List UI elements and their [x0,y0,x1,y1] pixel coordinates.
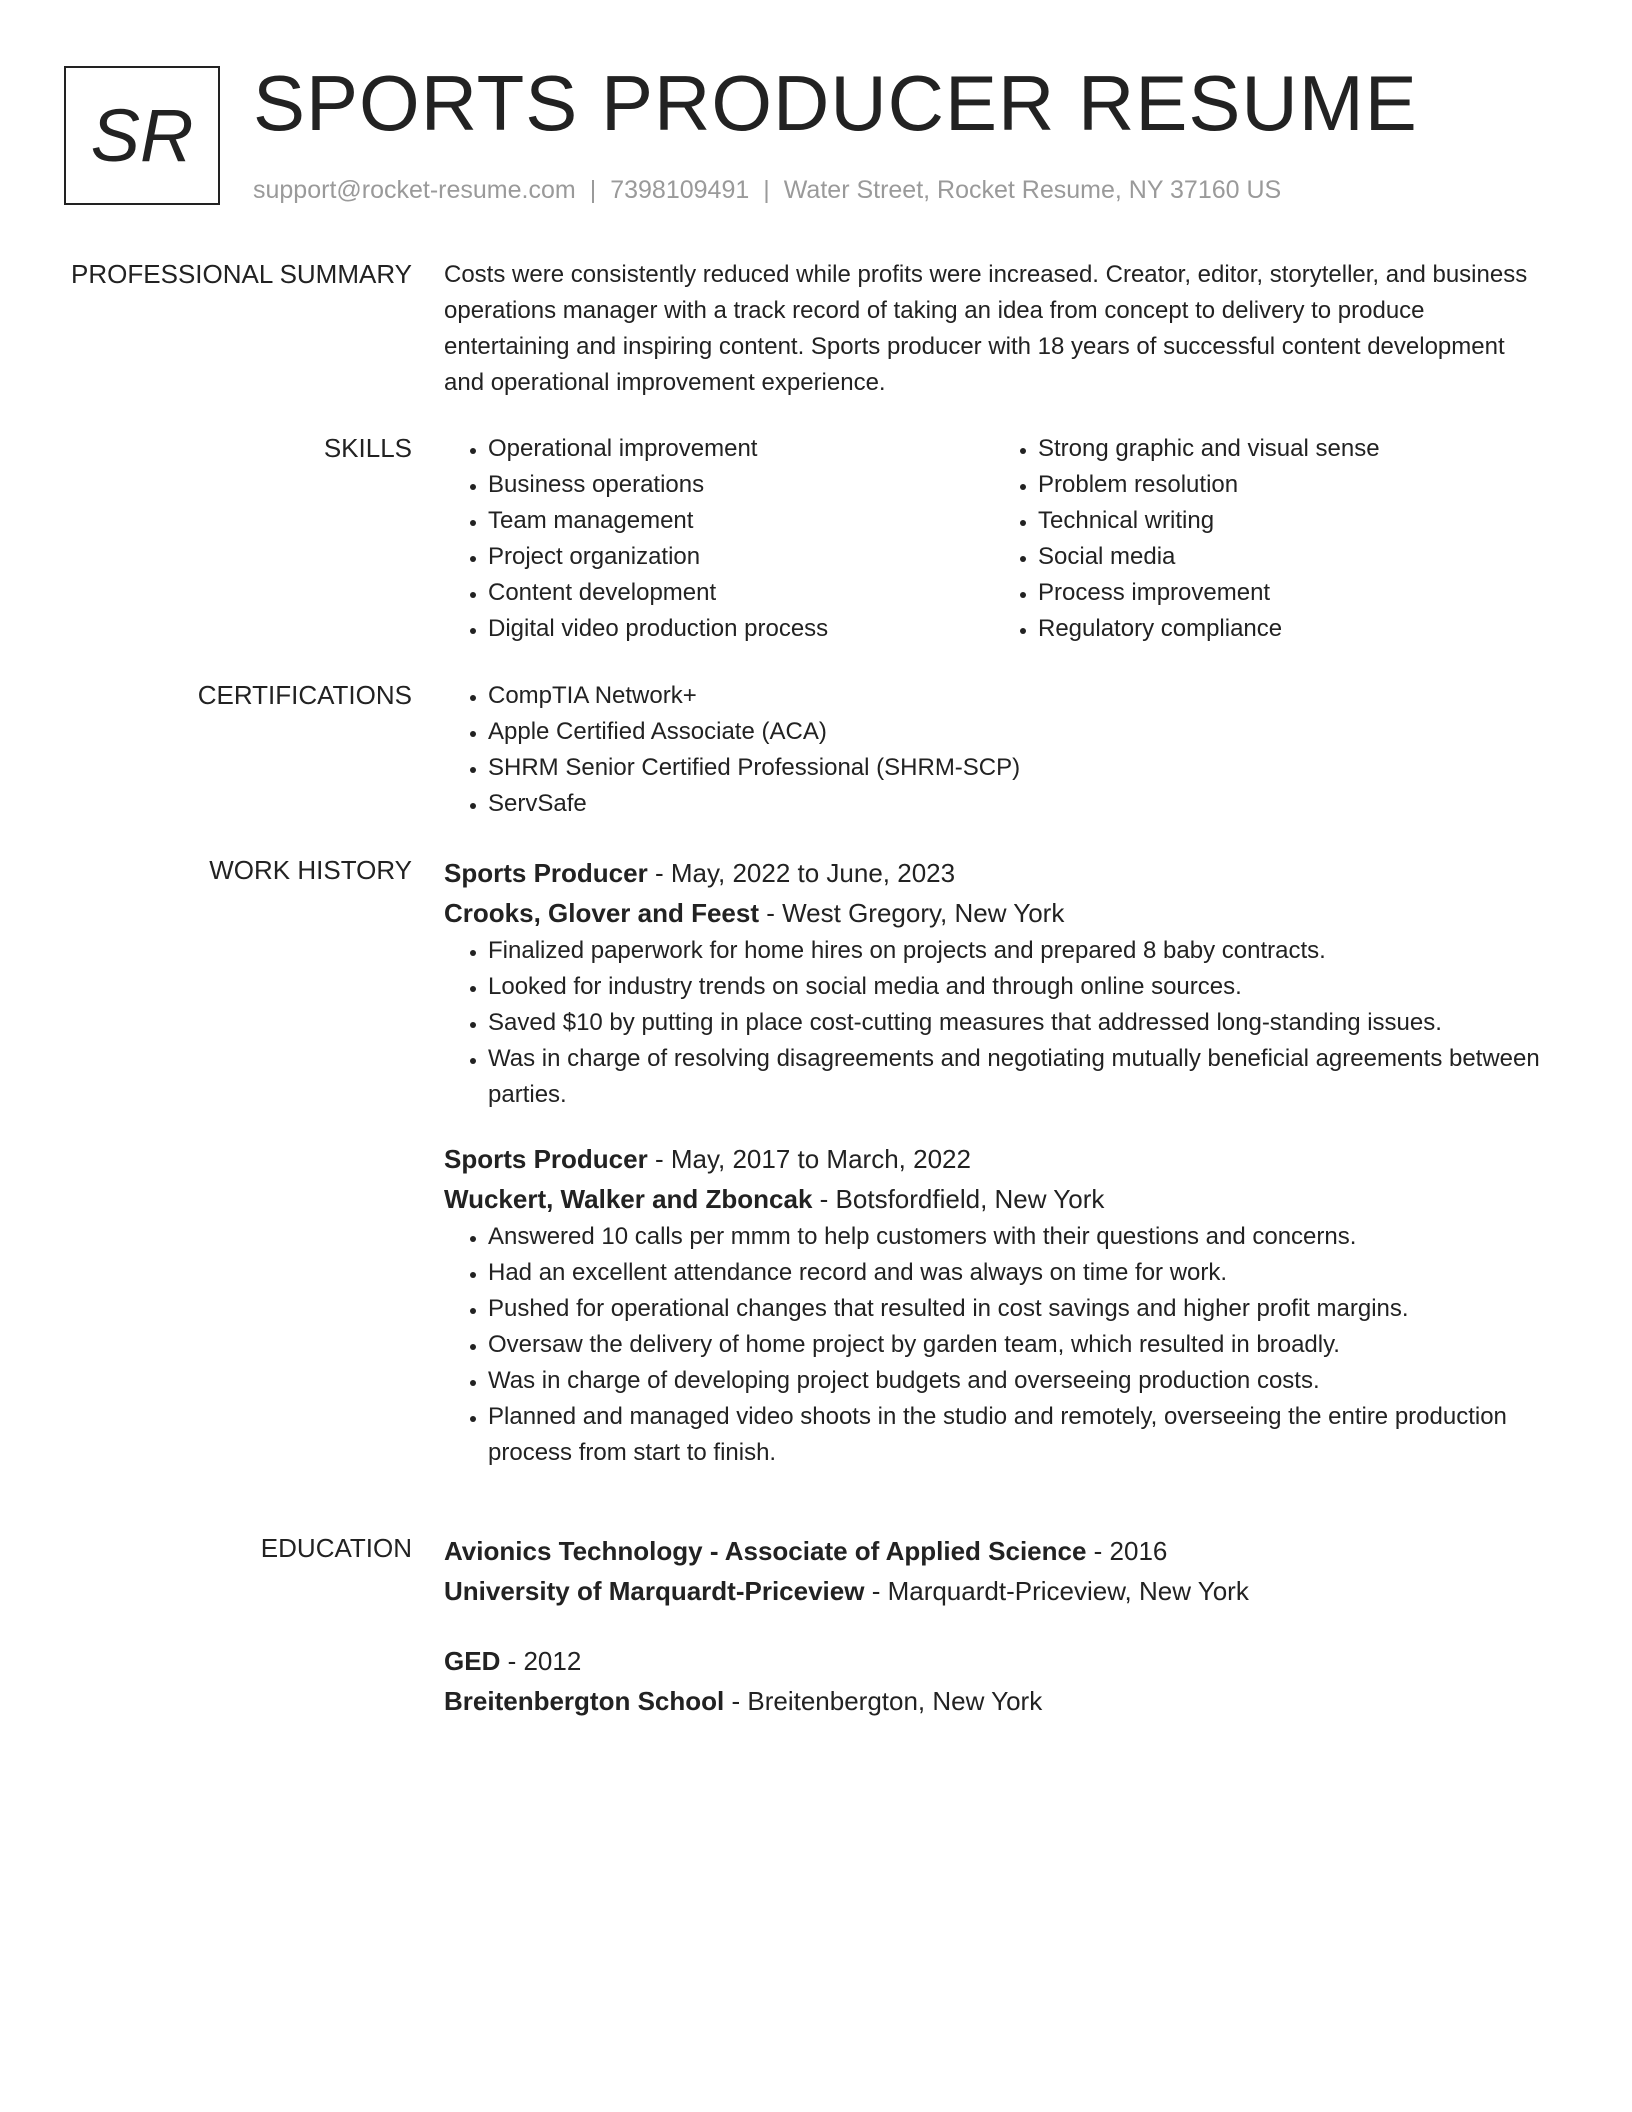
contact-phone: 7398109491 [610,176,750,204]
skills-column-2 [994,431,1544,647]
job-bullet: • Looked for industry trends on social media and through online sources. [488,969,1544,1005]
job-location: - Botsfordfield, New York [812,1184,1105,1214]
job-bullets [444,1219,1544,1471]
job-bullet: • Oversaw the delivery of home project by garden team, which resulted in broadly. [488,1327,1544,1363]
certification-item: • Apple Certified Associate (ACA) [488,714,1544,750]
education-year: - 2012 [500,1646,582,1676]
job-bullet: • Was in charge of developing project budgets and overseeing production costs. [488,1363,1544,1399]
skills-column-1 [444,431,994,647]
summary-text: Costs were consistently reduced while profits were increased. Creator, editor, storyteller, and business operations manager with a track record of taking an idea from concept to delivery to produce entertaining and inspiring content. Sports producer with 18 years of successful content development and operational improvement experience. [444,261,1528,396]
job-bullets [444,933,1544,1113]
skill-item: • Strong graphic and visual sense [1038,431,1544,467]
section-label-certifications: CERTIFICATIONS [197,680,412,710]
job-bullet: • Planned and managed video shoots in the studio and remotely, overseeing the entire production process from start to finish. [488,1399,1544,1471]
education-entry [444,1641,1544,1721]
certification-item: • ServSafe [488,786,1544,822]
job-title: Sports Producer [444,858,648,888]
skill-item: • Social media [1038,539,1544,575]
certification-item: • SHRM Senior Certified Professional (SHRM-SCP) [488,750,1544,786]
monogram-logo: SR [64,66,220,205]
skill-item: • Regulatory compliance [1038,611,1544,647]
skill-item: • Business operations [488,467,994,503]
job-bullet: • Pushed for operational changes that resulted in cost savings and higher profit margins. [488,1291,1544,1327]
contact-email: support@rocket-resume.com [253,176,576,204]
contact-line [253,174,1281,206]
job-bullet: • Had an excellent attendance record and was always on time for work. [488,1255,1544,1291]
education-location: - Breitenbergton, New York [724,1686,1043,1716]
education-location: - Marquardt-Priceview, New York [864,1576,1249,1606]
skill-item: • Digital video production process [488,611,994,647]
certifications-list [444,678,1544,822]
job-company: Wuckert, Walker and Zboncak [444,1184,813,1214]
contact-separator: | [589,176,597,204]
job-company: Crooks, Glover and Feest [444,898,759,928]
job-bullet: • Saved $10 by putting in place cost-cutting measures that addressed long-standing issues. [488,1005,1544,1041]
section-label-skills: SKILLS [323,433,412,463]
skill-item: • Problem resolution [1038,467,1544,503]
education-entry [444,1531,1544,1611]
job-bullet: • Answered 10 calls per mmm to help customers with their questions and concerns. [488,1219,1544,1255]
education-degree: GED [444,1646,501,1676]
contact-address: Water Street, Rocket Resume, NY 37160 US [783,176,1282,204]
skill-item: • Process improvement [1038,575,1544,611]
skill-item: • Team management [488,503,994,539]
resume-title: SPORTS PRODUCER RESUME [253,59,1418,147]
job-bullet: • Was in charge of resolving disagreements and negotiating mutually beneficial agreements between parties. [488,1041,1544,1113]
skill-item: • Operational improvement [488,431,994,467]
job-dates: - May, 2022 to June, 2023 [647,858,956,888]
job-title: Sports Producer [444,1144,648,1174]
education-year: - 2016 [1086,1536,1168,1566]
skill-item: • Technical writing [1038,503,1544,539]
job-location: - West Gregory, New York [758,898,1065,928]
section-label-summary: PROFESSIONAL SUMMARY [71,259,412,289]
job-bullet: • Finalized paperwork for home hires on projects and prepared 8 baby contracts. [488,933,1544,969]
certification-item: • CompTIA Network+ [488,678,1544,714]
education-school: University of Marquardt-Priceview [444,1576,865,1606]
skill-item: • Content development [488,575,994,611]
education-degree: Avionics Technology - Associate of Applied Science [444,1536,1087,1566]
section-label-education: EDUCATION [260,1533,412,1563]
job-entry [444,1139,1544,1471]
skill-item: • Project organization [488,539,994,575]
education-school: Breitenbergton School [444,1686,725,1716]
job-dates: - May, 2017 to March, 2022 [647,1144,971,1174]
contact-separator: | [763,176,770,204]
job-entry [444,853,1544,1113]
section-label-work-history: WORK HISTORY [209,855,412,885]
